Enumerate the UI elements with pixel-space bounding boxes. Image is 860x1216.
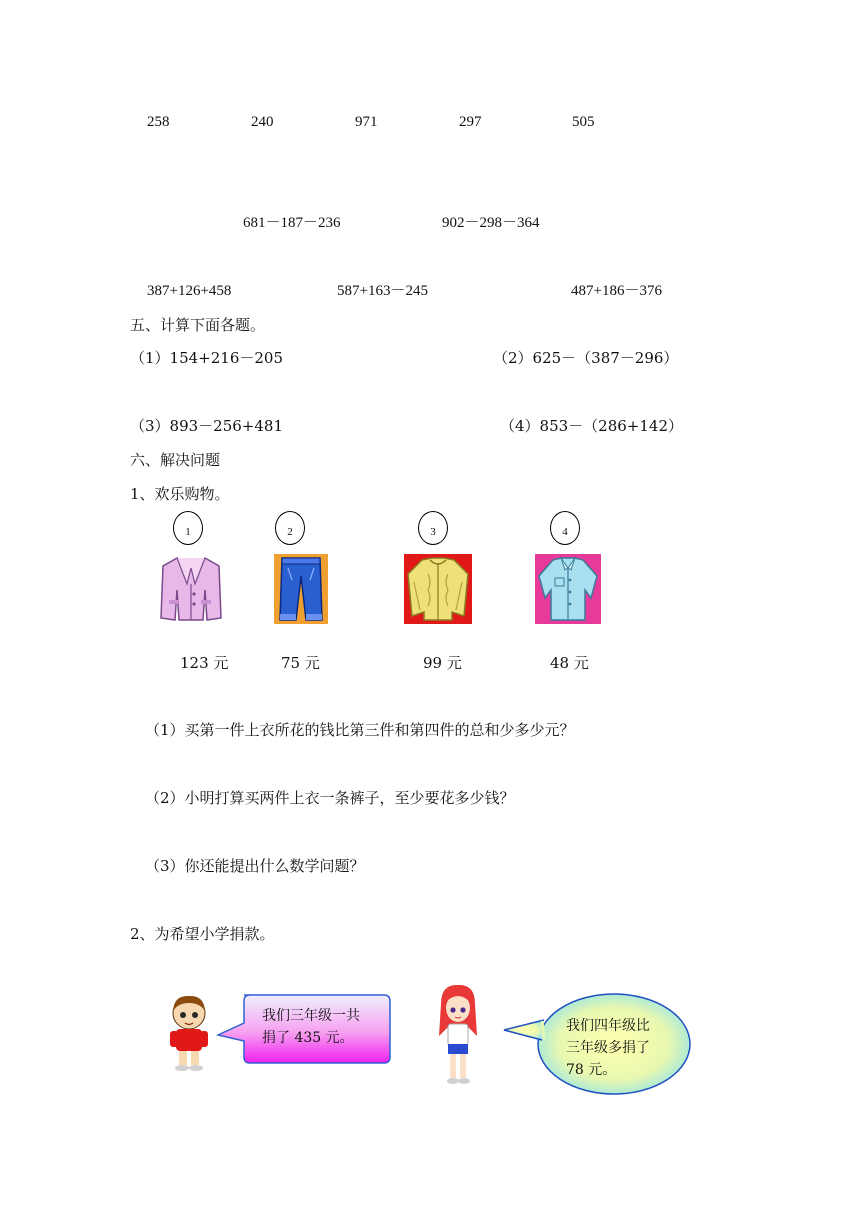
number-3: 971 xyxy=(355,114,378,130)
price-1: 123 元 xyxy=(180,654,229,672)
expression-4: 587+163－245 xyxy=(337,283,428,299)
marker-1: 1 xyxy=(173,511,203,545)
girl-character-icon xyxy=(437,984,479,1088)
number-4: 297 xyxy=(459,114,482,130)
girl-speech-line-3: 78 元。 xyxy=(566,1062,617,1078)
section5-item-2: （2）625－（387－296） xyxy=(493,349,679,367)
number-2: 240 xyxy=(251,114,274,130)
question-1: （1）买第一件上衣所花的钱比第三件和第四件的总和少多少元？ xyxy=(145,721,575,739)
pink-jacket-icon xyxy=(157,554,225,624)
number-5: 505 xyxy=(572,114,595,130)
boy-character-icon xyxy=(166,993,212,1073)
price-3: 99 元 xyxy=(423,654,462,672)
section5-item-3: （3）893－256+481 xyxy=(130,417,284,435)
boy-speech-line-2: 捐了 435 元。 xyxy=(262,1030,354,1046)
question-3: （3）你还能提出什么数学问题？ xyxy=(145,857,365,875)
blue-pants-icon xyxy=(274,554,328,624)
section6-title: 六、解决问题 xyxy=(130,451,221,469)
boy-speech-line-1: 我们三年级一共 xyxy=(262,1008,360,1024)
marker-4: 4 xyxy=(550,511,580,545)
question-2: （2）小明打算买两件上衣一条裤子，至少要花多少钱？ xyxy=(145,789,515,807)
donation-title: 2、为希望小学捐款。 xyxy=(130,925,275,943)
expression-2: 902－298－364 xyxy=(442,215,540,231)
yellow-sweater-icon xyxy=(404,554,472,624)
blue-shirt-icon xyxy=(535,554,601,624)
expression-3: 387+126+458 xyxy=(147,283,232,299)
price-2: 75 元 xyxy=(281,654,320,672)
price-4: 48 元 xyxy=(550,654,589,672)
marker-2: 2 xyxy=(275,511,305,545)
section5-title: 五、计算下面各题。 xyxy=(130,316,266,334)
expression-1: 681－187－236 xyxy=(243,215,341,231)
expression-5: 487+186－376 xyxy=(571,283,662,299)
section5-item-1: （1）154+216－205 xyxy=(130,349,284,367)
section5-item-4: （4）853－（286+142） xyxy=(500,417,684,435)
shopping-title: 1、欢乐购物。 xyxy=(130,485,230,503)
girl-speech-line-2: 三年级多捐了 xyxy=(566,1040,650,1056)
girl-speech-line-1: 我们四年级比 xyxy=(566,1018,650,1034)
marker-3: 3 xyxy=(418,511,448,545)
number-1: 258 xyxy=(147,114,170,130)
